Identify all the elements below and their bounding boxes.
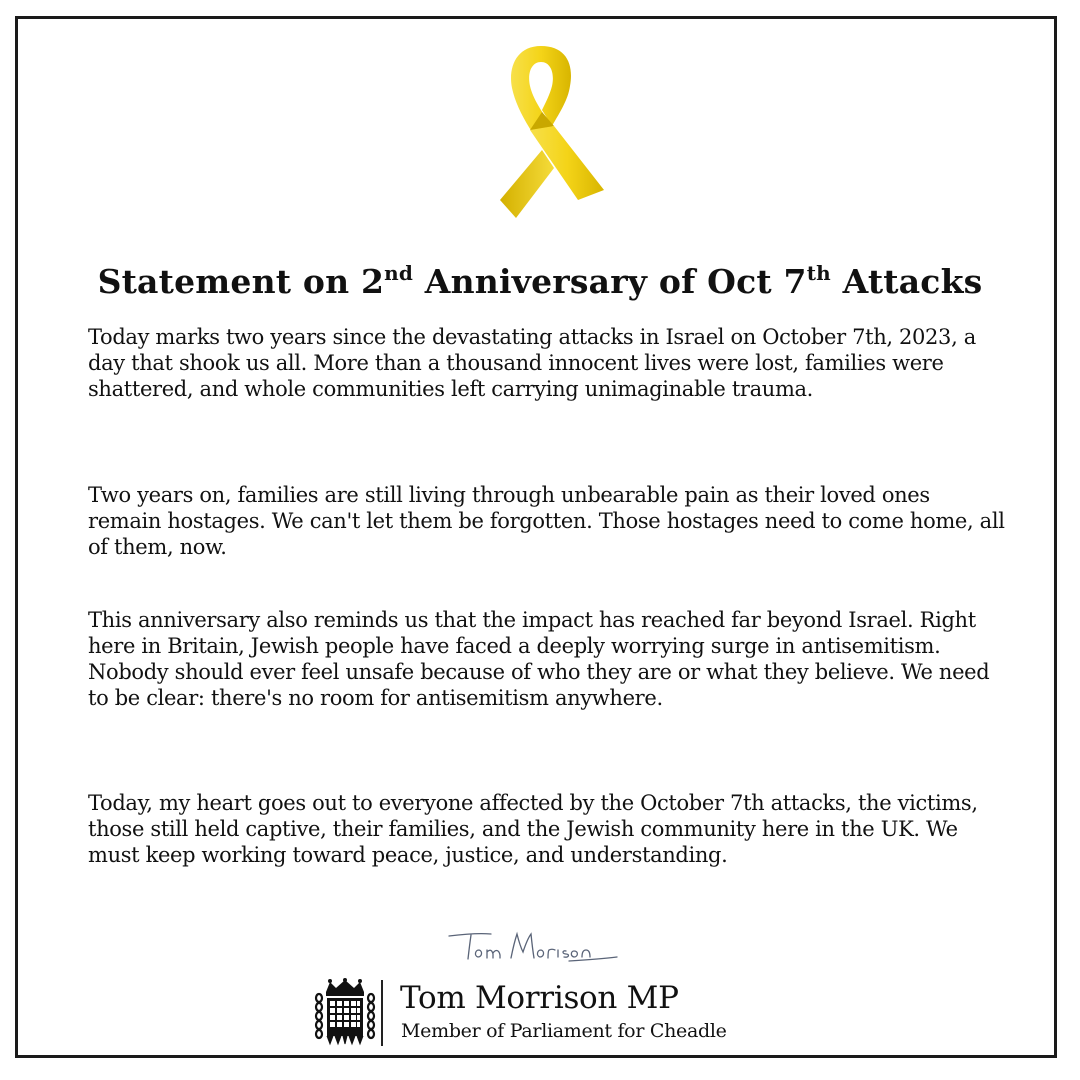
paragraph-3: This anniversary also reminds us that the impact has reached far beyond Israel. Right here in Britain, Jewish people have faced a deeply worrying surge in antisemitism. Nobody should ever feel unsafe because of who they are or what they believe. We need to be clear: there's no room for antisemitism anywhere. [88, 608, 990, 710]
paragraph-4: Today, my heart goes out to everyone affected by the October 7th attacks, the victims, those still held captive, their families, and the Jewish community here in the UK. We must keep working toward peace, justice, and understanding. [88, 791, 978, 867]
paragraph-2: Two years on, families are still living through unbearable pain as their loved ones remain hostages. We can't let them be forgotten. Those hostages need to come home, all of them, now. [88, 483, 1005, 559]
yellow-ribbon-icon [472, 40, 610, 220]
footer-divider [381, 980, 383, 1046]
handwritten-signature [445, 926, 623, 966]
portcullis-icon [312, 978, 378, 1046]
paragraph-1: Today marks two years since the devastating attacks in Israel on October 7th, 2023, a day that shook us all. More than a thousand innocent lives were lost, families were shattered, and whole communities left carrying unimaginable trauma. [88, 325, 976, 401]
mp-role: Member of Parliament for Cheadle [401, 1020, 727, 1042]
mp-name: Tom Morrison MP [400, 980, 679, 1016]
statement-title: Statement on 2nd Anniversary of Oct 7th Attacks [97, 261, 983, 301]
